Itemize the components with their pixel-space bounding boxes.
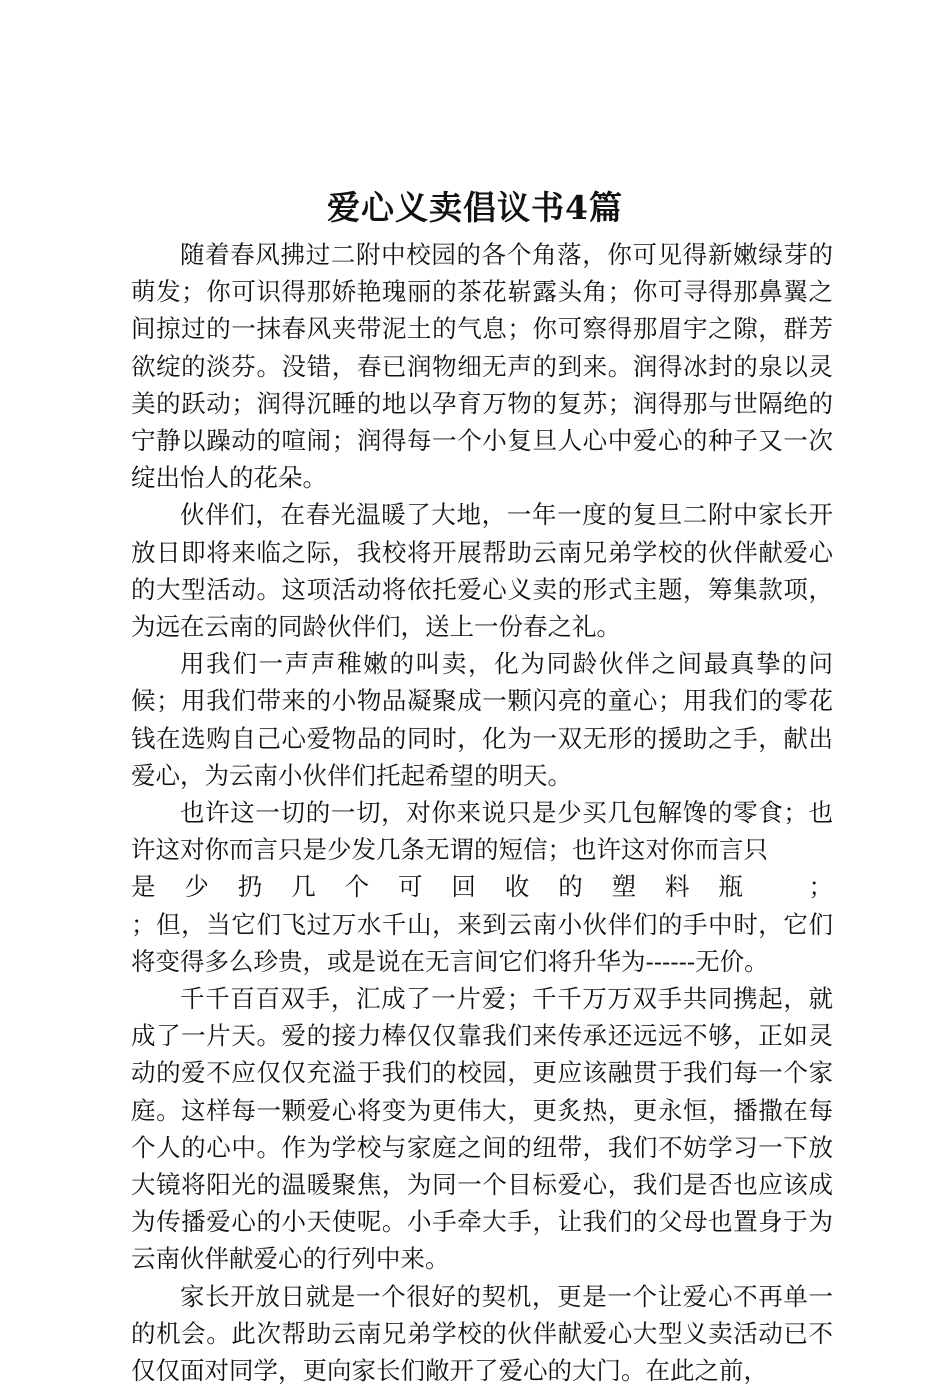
paragraph-4-spread-line: 是少扔几个可回收的塑料瓶 ； [131,872,833,902]
paragraph-5: 千千百百双手，汇成了一片爱；千千万万双手共同携起，就成了一片天。爱的接力棒仅仅靠我们来传承还远远不够，正如灵动的爱不应仅仅充溢于我们的校园，更应该融贯于我们每一个家庭。这样每一颗爱心将变为更伟大，更炙热，更永恒，播撒在每个人的心中。作为学校与家庭之间的纽带，我们不妨学习一下放大镜将阳光的温暖聚焦，为同一个目标爱心，我们是否也应该成为传播爱心的小天使呢。小手牵大手，让我们的父母也置身于为云南伙伴献爱心的行列中来。 [131,984,833,1274]
paragraph-2: 伙伴们，在春光温暖了大地，一年一度的复旦二附中家长开放日即将来临之际，我校将开展帮助云南兄弟学校的伙伴献爱心的大型活动。这项活动将依托爱心义卖的形式主题，筹集款项，为远在云南的同龄伙伴们，送上一份春之礼。 [131,500,833,642]
paragraph-4-tail: ；但，当它们飞过万水千山，来到云南小伙伴们的手中时，它们将变得多么珍贵，或是说在无言间它们将升华为------无价。 [131,909,833,976]
paragraph-6: 家长开放日就是一个很好的契机，更是一个让爱心不再单一的机会。此次帮助云南兄弟学校的伙伴献爱心大型义卖活动已不仅仅面对同学，更向家长们敞开了爱心的大门。在此之前， [131,1281,833,1386]
paragraph-1: 随着春风拂过二附中校园的各个角落，你可见得新嫩绿芽的萌发；你可识得那娇艳瑰丽的茶花崭露头角；你可寻得那鼻翼之间掠过的一抹春风夹带泥土的气息；你可察得那眉宇之隙，群芳欲绽的淡芬。没错，春已润物细无声的到来。润得冰封的泉以灵美的跃动；润得沉睡的地以孕育万物的复苏；润得那与世隔绝的宁静以躁动的喧闹；润得每一个小复旦人心中爱心的种子又一次绽出怡人的花朵。 [131,240,833,493]
document-body [131,236,833,1389]
document-title: 爱心义卖倡议书4篇 [327,188,623,227]
paragraph-4-head: 也许这一切的一切，对你来说只是少买几包解馋的零食；也许这对你而言只是少发几条无谓的短信；也许这对你而言只 [131,798,833,865]
paragraph-4 [131,794,833,980]
paragraph-3: 用我们一声声稚嫩的叫卖，化为同龄伙伴之间最真挚的问候；用我们带来的小物品凝聚成一颗闪亮的童心；用我们的零花钱在选购自己心爱物品的同时，化为一双无形的援助之手，献出爱心，为云南小伙伴们托起希望的明天。 [131,649,833,790]
